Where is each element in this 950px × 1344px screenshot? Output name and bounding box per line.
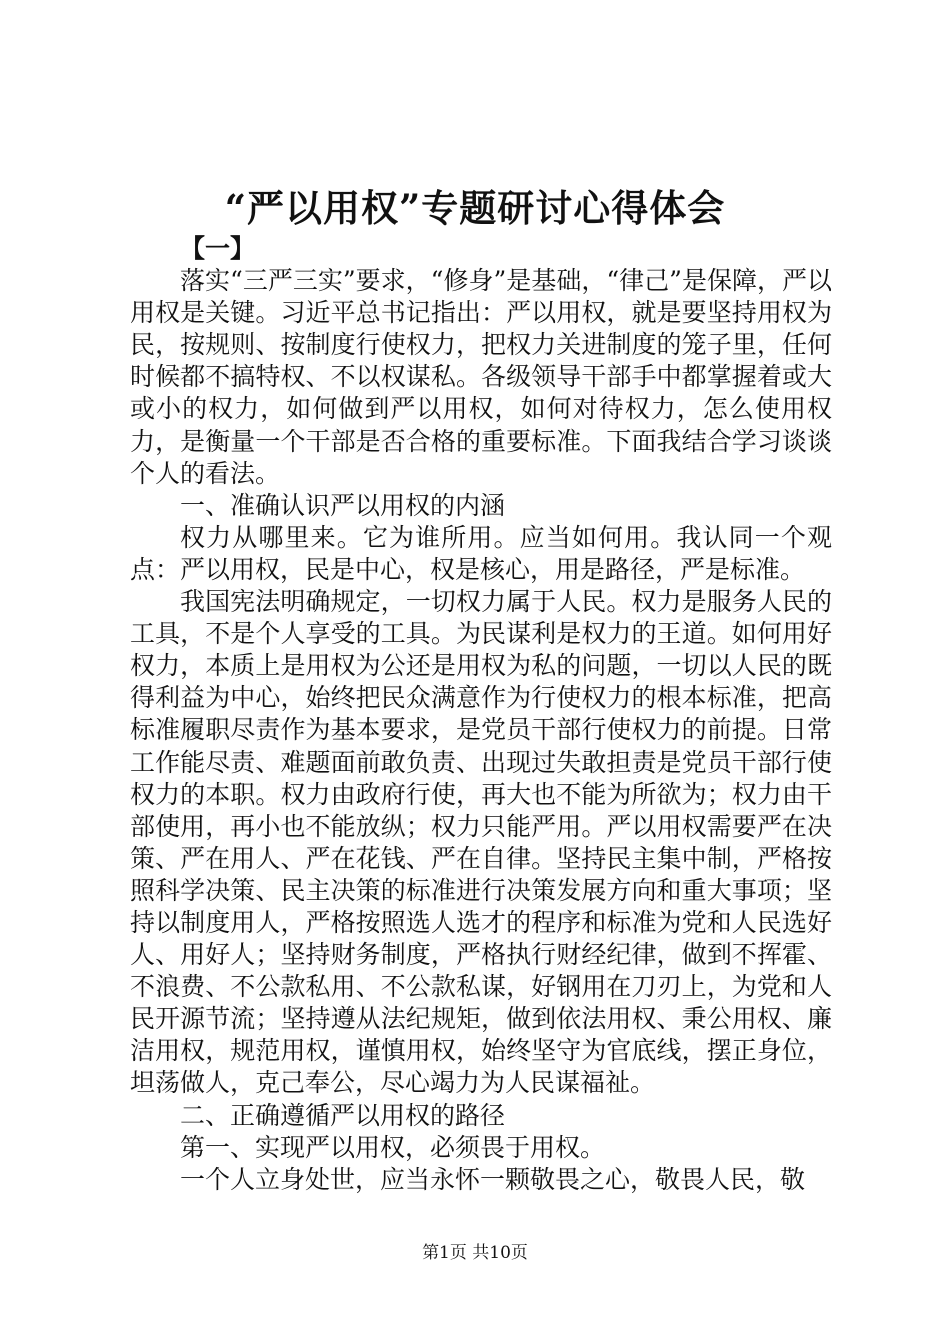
- page-footer: 第1页 共10页: [422, 1243, 528, 1263]
- heading-section-1: 一、准确认识严以用权的内涵: [180, 490, 506, 520]
- document-body: [130, 233, 832, 1196]
- paragraph-awe: 一个人立身处世，应当永怀一颗敬畏之心，敬畏人民，敬: [180, 1164, 806, 1194]
- paragraph-constitution: 我国宪法明确规定，一切权力属于人民。权力是服务人民的工具，不是个人享受的工具。为民谋利是权力的王道。如何用好权力，本质上是用权为公还是用权为私的问题，一切以人民的既得利益为中心，始终把民众满意作为行使权力的根本标准，把高标准履职尽责作为基本要求，是党员干部行使权力的前提。日常工作能尽责、难题面前敢负责、出现过失敢担责是党员干部行使权力的本职。权力由政府行使，再大也不能为所欲为；权力由干部使用，再小也不能放纵；权力只能严用。严以用权需要严在决策、严在用人、严在花钱、严在自律。坚持民主集中制，严格按照科学决策、民主决策的标准进行决策发展方向和重大事项；坚持以制度用人，严格按照选人选才的程序和标准为党和人民选好人、用好人；坚持财务制度，严格执行财经纪律，做到不挥霍、不浪费、不公款私用、不公款私谋，好钢用在刀刃上，为党和人民开源节流；坚持遵从法纪规矩，做到依法用权、秉公用权、廉洁用权，规范用权，谨慎用权，始终坚守为官底线，摆正身位，坦荡做人，克己奉公，尽心竭力为人民谋福祉。: [130, 587, 832, 1098]
- paragraph-intro: 落实“三严三实”要求，“修身”是基础，“律己”是保障，严以用权是关键。习近平总书记指出：严以用权，就是要坚持用权为民，按规则、按制度行使权力，把权力关进制度的笼子里，任何时候都不搞特权、不以权谋私。各级领导干部手中都掌握着或大或小的权力，如何做到严以用权，如何对待权力，怎么使用权力，是衡量一个干部是否合格的重要标准。下面我结合学习谈谈个人的看法。: [130, 266, 832, 488]
- paragraph-power-source: 权力从哪里来。它为谁所用。应当如何用。我认同一个观点：严以用权，民是中心，权是核心，用是路径，严是标准。: [130, 522, 832, 584]
- section-marker: 【一】: [180, 234, 256, 263]
- document-title: “严以用权”专题研讨心得体会: [224, 186, 726, 230]
- heading-section-2: 二、正确遵循严以用权的路径: [180, 1100, 506, 1130]
- heading-subsection-1: 第一、实现严以用权，必须畏于用权。: [180, 1132, 606, 1162]
